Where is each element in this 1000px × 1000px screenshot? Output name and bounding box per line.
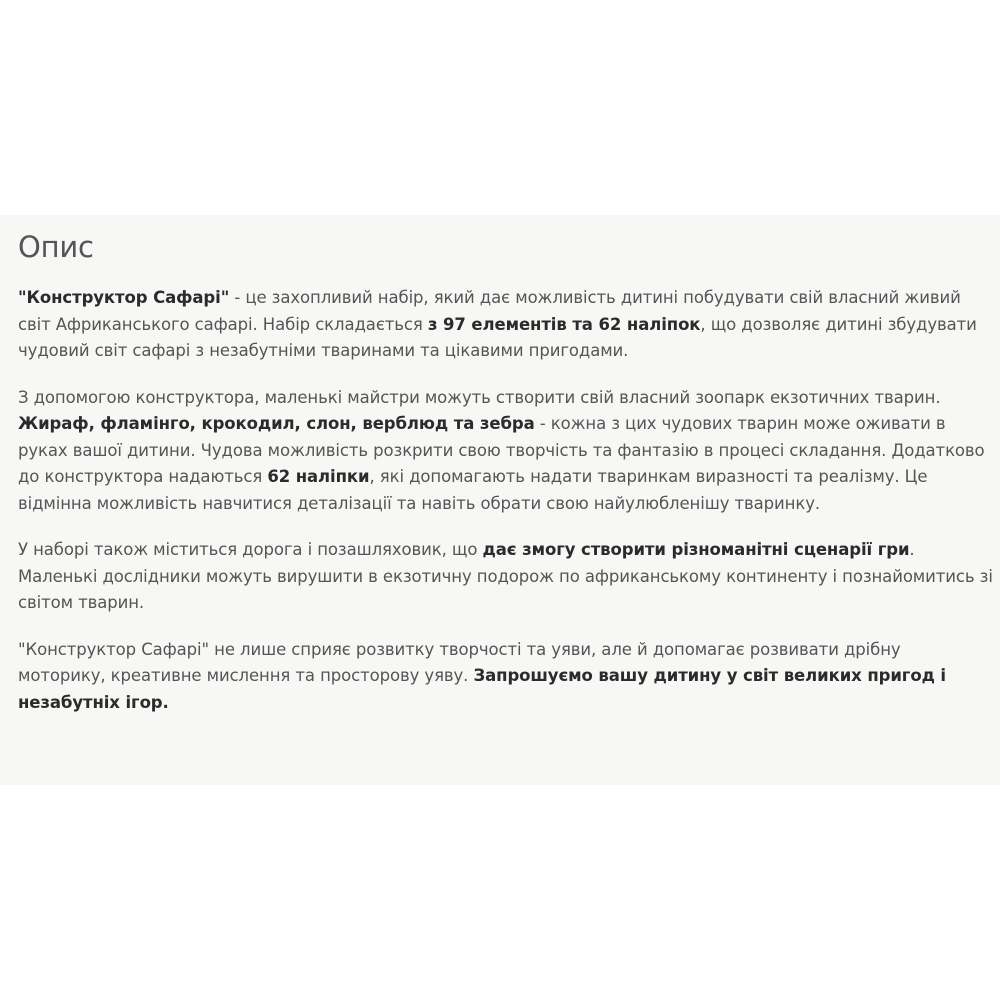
description-section: [0, 215, 1000, 785]
description-paragraph-4: [18, 637, 993, 717]
text: - це захопливий набір, який дає можливість дитині побудувати свій власний живий світ Африканського сафарі. Набір складається: [18, 288, 961, 334]
description-paragraph-3: [18, 537, 993, 617]
bold-text: дає змогу створити різноманітні сценарії гри: [482, 540, 910, 559]
bold-text: з 97 елементів та 62 наліпок: [427, 314, 701, 334]
text: "Конструктор Сафарі" не лише сприяє розвитку творчості та уяви, але й допомагає розвивати дрібну моторику, креативне мислення та просторову уяву.: [18, 639, 901, 685]
bold-text: Жираф, фламінго, крокодил, слон, верблюд та зебра: [18, 414, 535, 433]
text: У наборі також міститься дорога і позашляховик, що: [18, 540, 483, 559]
text: , що дозволяє дитині збудувати чудовий світ сафарі з незабутніми тваринами та цікавими пригодами.: [18, 314, 977, 360]
bold-text: Запрошуємо вашу дитину у світ великих пригод і незабутніх ігор.: [18, 666, 946, 712]
section-title: Опис: [18, 230, 94, 264]
description-paragraph-2: [18, 385, 993, 518]
text: . Маленькі дослідники можуть вирушити в екзотичну подорож по африканському континенту і познайомитись зі світом тварин.: [18, 540, 993, 612]
description-paragraph-1: [18, 285, 993, 365]
text: З допомогою конструктора, маленькі майстри можуть створити свій власний зоопарк екзотичних тварин.: [18, 387, 941, 407]
text: , які допомагають надати тваринкам виразності та реалізму. Це відмінна можливість навчитися деталізації та навіть обрати свою найулюбленішу тваринку.: [18, 467, 928, 513]
text: - кожна з цих чудових тварин може оживати в руках вашої дитини. Чудова можливість розкрити свою творчість та фантазію в процесі складання. Додатково до конструктора надаються: [18, 414, 985, 486]
bold-text: "Конструктор Сафарі": [18, 288, 230, 307]
bold-text: 62 наліпки: [267, 467, 370, 486]
